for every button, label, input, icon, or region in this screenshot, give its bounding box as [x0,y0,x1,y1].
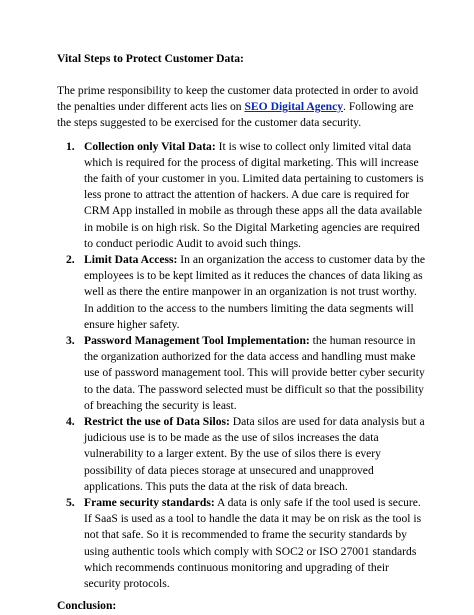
intro-paragraph [57,83,427,132]
step-heading: Restrict the use of Data Silos: [84,415,230,429]
step-number: 5. [66,496,75,510]
step-item-2 [57,252,427,333]
step-number: 3. [66,334,75,348]
conclusion-heading: Conclusion: [57,599,117,613]
step-heading: Password Management Tool Implementation: [84,334,310,348]
intro-text-before-link: The prime responsibility to keep the customer data protected in order to avoid the penalties under different acts lies on [57,84,419,114]
intro-text-after-link: . Following are the steps suggested to be exercised for the customer data security. [57,100,414,130]
seo-digital-agency-link[interactable]: SEO Digital Agency [244,100,344,114]
document-title: Vital Steps to Protect Customer Data: [57,52,244,65]
step-body: Data silos are used for data analysis but a judicious use is to be made as the use of silos increases the data vulnerability to a larger extent. By the use of silos there is every possibility of data pieces storage at unsecured and unapproved applications. This puts the data at the risk of data breach. [84,415,425,493]
step-number: 2. [66,253,75,267]
step-body: A data is only safe if the tool used is secure. If SaaS is used as a tool to handle the data it may be on risk as the tool is not that safe. So it is recommended to frame the security standards by using authentic tools which comply with SOC2 or ISO 27001 standards which recommends continuous monitoring and upgrading of their security protocols. [84,496,422,591]
document-page [57,51,427,615]
step-heading: Limit Data Access: [84,253,178,267]
step-number: 1. [66,139,75,153]
step-body: In an organization the access to customer data by the employees is to be kept limited as it reduces the chances of data liking as well as there the entire manpower in an organization is not trust worthy. In addition to the access to the numbers limiting the data segments will ensure higher safety. [84,253,426,331]
step-item-5 [57,495,427,592]
step-heading: Collection only Vital Data: [84,139,216,153]
steps-list [57,139,427,593]
step-heading: Frame security standards: [84,496,215,510]
step-body: It is wise to collect only limited vital data which is required for the process of digital marketing. This will increase the faith of your customer in you. Limited data pertaining to customers is less prone to attract the attention of hackers. A due care is required for CRM App installed in mobile as through these apps all the data available in mobile is on high risk. So the Digital Marketing agencies are required to conduct periodic Audit to avoid such things. [84,139,424,250]
step-item-4 [57,414,427,495]
step-item-3 [57,333,427,414]
step-number: 4. [66,415,75,429]
step-body: the human resource in the organization authorized for the data access and handling must make use of password management tool. This will provide better cyber security to the data. The password selected must be difficult so that the possibility of breaching the security is least. [84,334,425,412]
step-item-1 [57,139,427,252]
